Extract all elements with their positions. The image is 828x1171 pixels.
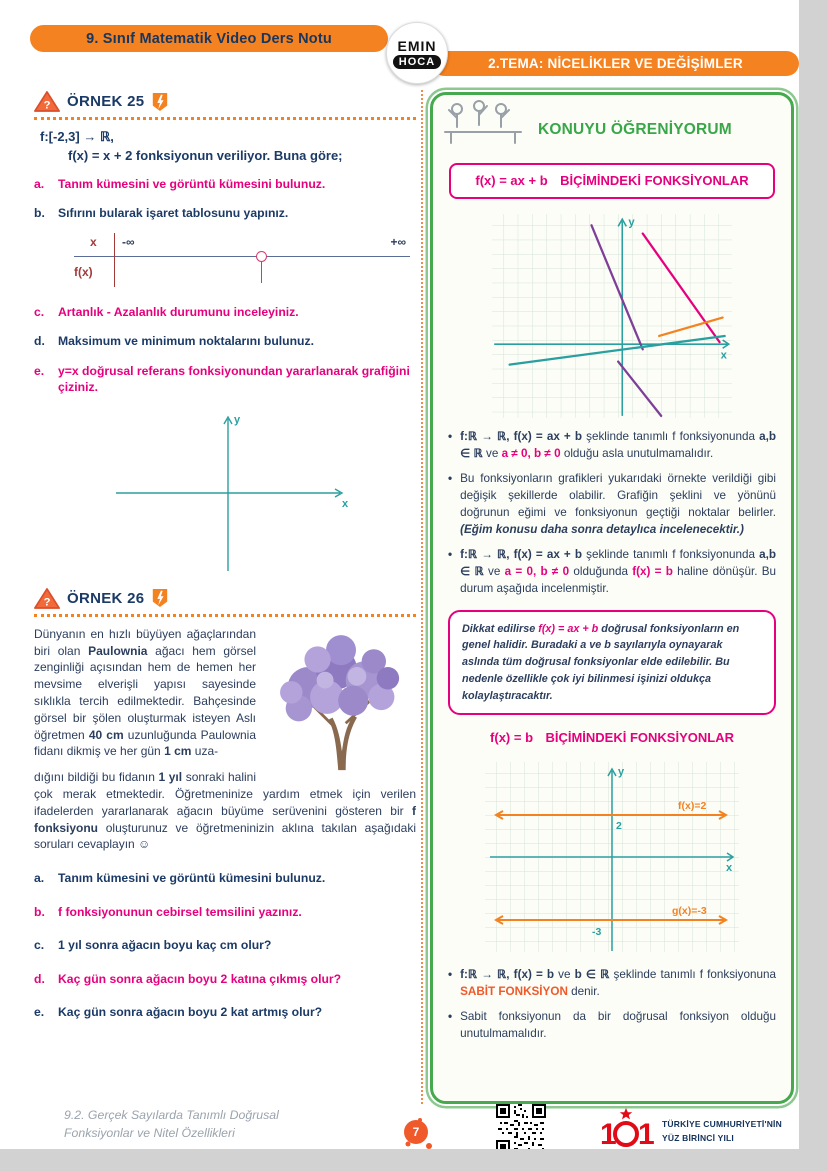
text-run: Sabit fonksiyonun da bir doğrusal fonksiyon olduğu unutulmamalıdır. (460, 1010, 776, 1041)
logo-bottom-text: HOCA (393, 55, 441, 69)
anniversary-line1: TÜRKİYE CUMHURİYETİ'NİN (662, 1119, 782, 1129)
x-axis-label: x (726, 862, 733, 875)
lightning-badge-icon (151, 91, 169, 113)
note-bullet (448, 967, 776, 1001)
text-run: a,b ∈ ℝ (460, 547, 776, 578)
question-item-c (34, 304, 416, 320)
ornek26-paragraph-2 (34, 769, 416, 853)
page-number-badge (404, 1120, 428, 1144)
sign-table-zero-stem (261, 261, 262, 283)
question-text: Maksimum ve minimum noktalarını bulunuz. (58, 334, 314, 349)
text-run: ve (554, 968, 575, 982)
learning-box (430, 92, 794, 1104)
text-run: Dünyanın en hızlı büyüyen ağaçlarından biri olan (34, 626, 256, 658)
y-axis-label: y (234, 413, 241, 426)
section-footer-line2: Fonksiyonlar ve Nitel Özellikleri (64, 1126, 235, 1141)
students-sketch-icon (443, 99, 523, 145)
question-letter: a. (34, 177, 45, 191)
text-run: f(x) = b (632, 564, 673, 578)
text-run: (Eğim konusu daha sonra detaylıca incelenecektir.) (460, 522, 744, 536)
eminhoca-logo (386, 22, 448, 84)
text-run: uzunluğunda Paulownia fidanı dikmiş ve her gün (34, 727, 257, 759)
sign-table-vertical-line (114, 233, 115, 287)
header-right-banner (432, 51, 799, 76)
logo-top-text: EMIN (397, 37, 437, 54)
sign-table-pos-infinity: +∞ (390, 234, 406, 249)
question-text: Tanım kümesini ve görüntü kümesini bulunuz. (58, 871, 326, 886)
graph-grid (492, 214, 732, 418)
text-run: haline dönüşür. Bu durum aşağıda incelenmiştir. (460, 564, 777, 595)
ornek26-questions (34, 870, 416, 1020)
question-text: Tanım kümesini ve görüntü kümesini bulunuz. (58, 177, 326, 191)
svg-text:1: 1 (600, 1118, 617, 1151)
question-letter: d. (34, 971, 45, 986)
linear-function-heading (449, 163, 775, 199)
svg-text:1: 1 (638, 1118, 655, 1151)
header-left-banner (30, 25, 388, 52)
note-bullet (448, 471, 776, 539)
heading-formula: f(x) = b (490, 730, 534, 746)
question-letter: d. (34, 334, 45, 349)
notes-list-2 (446, 967, 778, 1043)
question-item-c (34, 937, 416, 953)
f-line-value: 2 (616, 820, 622, 833)
text-run: f:ℝ → ℝ, f(x) = ax + b (460, 430, 583, 443)
text-run: Paulownia (88, 643, 148, 658)
text-run: şeklinde tanımlı f fonksiyonuna (609, 968, 776, 982)
bullet-text (460, 967, 776, 1001)
question-item-b (34, 205, 416, 221)
ornek25-header (34, 90, 416, 120)
header-left-title: 9. Sınıf Matematik Video Ders Notu (86, 30, 332, 47)
question-letter: b. (34, 904, 45, 919)
text-run: SABİT FONKSİYON (460, 985, 568, 999)
anniversary-line2: YÜZ BİRİNCİ YILI (662, 1132, 734, 1143)
qr-code (496, 1104, 546, 1149)
text-run: f:ℝ → ℝ, f(x) = ax + b (460, 547, 583, 561)
header-right-title: 2.TEMA: NİCELİKLER VE DEĞİŞİMLER (488, 56, 743, 71)
anniversary-101-logo (596, 1104, 656, 1149)
constant-function-heading (446, 729, 778, 747)
notes-list-1 (446, 429, 778, 598)
f-line-label: f(x)=2 (678, 800, 707, 813)
column-divider-dotted-line (421, 90, 423, 1104)
anniversary-text (662, 1118, 782, 1145)
bullet-dot: • (448, 471, 453, 485)
paulownia-tree-image (266, 622, 416, 772)
y-axis-label: y (628, 216, 635, 229)
text-run: f(x) = ax + b (538, 622, 599, 635)
question-text: y=x doğrusal referans fonksiyonundan yararlanarak grafiğini çiziniz. (58, 363, 410, 395)
ornek26-paragraph-1 (34, 626, 416, 760)
text-run: a,b ∈ ℝ (460, 430, 776, 460)
bullet-text (460, 1009, 776, 1043)
question-text: f fonksiyonunun cebirsel temsilini yazınız. (58, 904, 302, 919)
note-bullet (448, 429, 776, 463)
note-bullet (448, 1009, 776, 1043)
section-title: KONUYU ÖĞRENİYORUM (538, 121, 732, 138)
question-text: Kaç gün sonra ağacın boyu 2 kat artmış olur? (58, 1005, 323, 1020)
g-line-label: g(x)=-3 (672, 905, 707, 918)
question-item-a (34, 870, 416, 886)
text-run: dığını bildiği bu fidanın (34, 770, 159, 785)
question-letter: e. (34, 363, 45, 378)
tip-note-box (448, 610, 776, 716)
question-triangle-icon (34, 90, 60, 113)
question-item-d (34, 333, 416, 349)
sign-table-fx-label: f(x) (74, 264, 93, 279)
question-letter: e. (34, 1005, 45, 1020)
question-text: Sıfırını bularak işaret tablosunu yapınız. (58, 206, 289, 221)
text-run: uza- (191, 744, 219, 759)
page-number: 7 (412, 1125, 420, 1139)
bullet-text (460, 471, 776, 539)
ornek25-questions-ab (34, 176, 416, 222)
ornek25-questions-cde (34, 304, 416, 396)
question-letter: c. (34, 304, 45, 319)
note-bullet (448, 547, 776, 598)
text-run: a ≠ 0, b ≠ 0 (501, 446, 561, 460)
constant-functions-graph (482, 759, 742, 959)
text-run: olduğu asla unutulmamalıdır. (560, 446, 714, 460)
function-rule-line: f(x) = x + 2 fonksiyonun veriliyor. Buna göre; (68, 148, 343, 163)
y-axis-label: y (618, 766, 625, 779)
bullet-text (460, 429, 776, 463)
heading-text: BİÇİMİNDEKİ FONKSİYONLAR (560, 173, 749, 188)
section-footer (64, 1106, 279, 1143)
sign-table-x-label: x (90, 234, 97, 249)
text-run: doğrusal fonksiyonların en genel halidir. Buradaki a ve b sayılarıyla oynayarak aslında tüm doğrusal fonksiyonlar elde edilebilir. Bu nedenle özellikle çok iyi bilinmesi işinizi oldukça kolaylaştıracaktır. (462, 622, 740, 702)
text-run: 1 cm (164, 744, 192, 759)
text-run: b ∈ ℝ (574, 968, 610, 982)
question-letter: c. (34, 938, 45, 953)
heading-formula: f(x) = ax + b (475, 173, 548, 188)
bullet-dot: • (448, 968, 453, 982)
question-item-e (34, 1004, 416, 1020)
sign-table-horizontal-line (74, 256, 410, 257)
text-run: ve (483, 564, 505, 578)
text-run: denir. (567, 985, 600, 999)
function-domain-line: f:[-2,3] → ℝ, (40, 129, 114, 144)
lightning-badge-icon (151, 587, 169, 609)
question-triangle-icon (34, 587, 60, 610)
question-text: Artanlık - Azalanlık durumunu inceleyiniz. (58, 304, 299, 319)
question-letter: a. (34, 871, 45, 886)
bullet-text (460, 547, 776, 598)
x-axis-label: x (342, 497, 349, 510)
question-item-b (34, 904, 416, 920)
ornek26-header (34, 587, 416, 617)
text-run: a = 0, b ≠ 0 (504, 564, 570, 578)
text-run: f fonksiyonu (34, 803, 416, 835)
ornek25-title: ÖRNEK 25 (67, 93, 145, 110)
sign-table-neg-infinity: -∞ (122, 234, 135, 249)
text-run: Dikkat edilirse (462, 622, 539, 635)
x-axis-label: x (720, 349, 727, 362)
question-item-e (34, 363, 416, 396)
text-run: 1 yıl (158, 770, 183, 785)
question-text: 1 yıl sonra ağacın boyu kaç cm olur? (58, 938, 272, 953)
question-text: Kaç gün sonra ağacın boyu 2 katına çıkmış olur? (58, 971, 342, 986)
text-run: sonraki halini çok merak etmektedir. Öğretmeninize yardım etmek için verilen ifadelerden yararlanarak ağacın büyüme serüvenini gösteren bir (34, 770, 416, 818)
empty-graph-axes (100, 409, 350, 577)
text-run: Bu fonksiyonların grafikleri yukarıdaki örnekte verildiği gibi değişik şekillerde olabilir. Grafiğin şeklini ve yönünü doğrunun eğimi ve fonksiyonun geçtiği noktalar belirler. (460, 471, 776, 519)
text-run: f:ℝ → ℝ, f(x) = b (460, 968, 555, 982)
text-run: ağacı hem görsel zenginliği açısından hem de hemen her mevsime elverişli yapısı sayesinde sıklıkla tercih edilmektedir. Bahçesinde görsel bir şölen oluşturmak isteyen Aslı öğretmen (34, 643, 256, 742)
text-run: şeklinde tanımlı f fonksiyonunda (582, 430, 760, 443)
heading-text: BİÇİMİNDEKİ FONKSİYONLAR (545, 730, 734, 746)
svg-text:?: ? (43, 596, 51, 609)
paragraph-text (34, 627, 256, 759)
text-run: olduğunda (569, 564, 633, 578)
text-run: oluşturunuz ve öğretmeninizin aklına takılan aşağıdaki soruları cevaplayın ☺ (34, 820, 416, 852)
text-run: ve (482, 446, 502, 460)
ornek26-title: ÖRNEK 26 (67, 589, 145, 607)
section-footer-line1: 9.2. Gerçek Sayılarda Tanımlı Doğrusal (64, 1108, 279, 1122)
sign-table (50, 235, 416, 291)
bullet-dot: • (448, 547, 453, 561)
text-run: şeklinde tanımlı f fonksiyonunda (582, 547, 760, 561)
question-item-d (34, 971, 416, 987)
question-letter: b. (34, 206, 45, 221)
question-item-a (34, 176, 416, 192)
left-column (34, 90, 416, 1038)
svg-text:?: ? (43, 99, 51, 112)
linear-functions-graph (489, 211, 735, 421)
bullet-dot: • (448, 1010, 453, 1024)
bullet-dot: • (448, 430, 453, 443)
g-line-value: -3 (592, 926, 602, 939)
tip-note-text (462, 623, 739, 702)
text-run: 40 cm (88, 727, 124, 742)
